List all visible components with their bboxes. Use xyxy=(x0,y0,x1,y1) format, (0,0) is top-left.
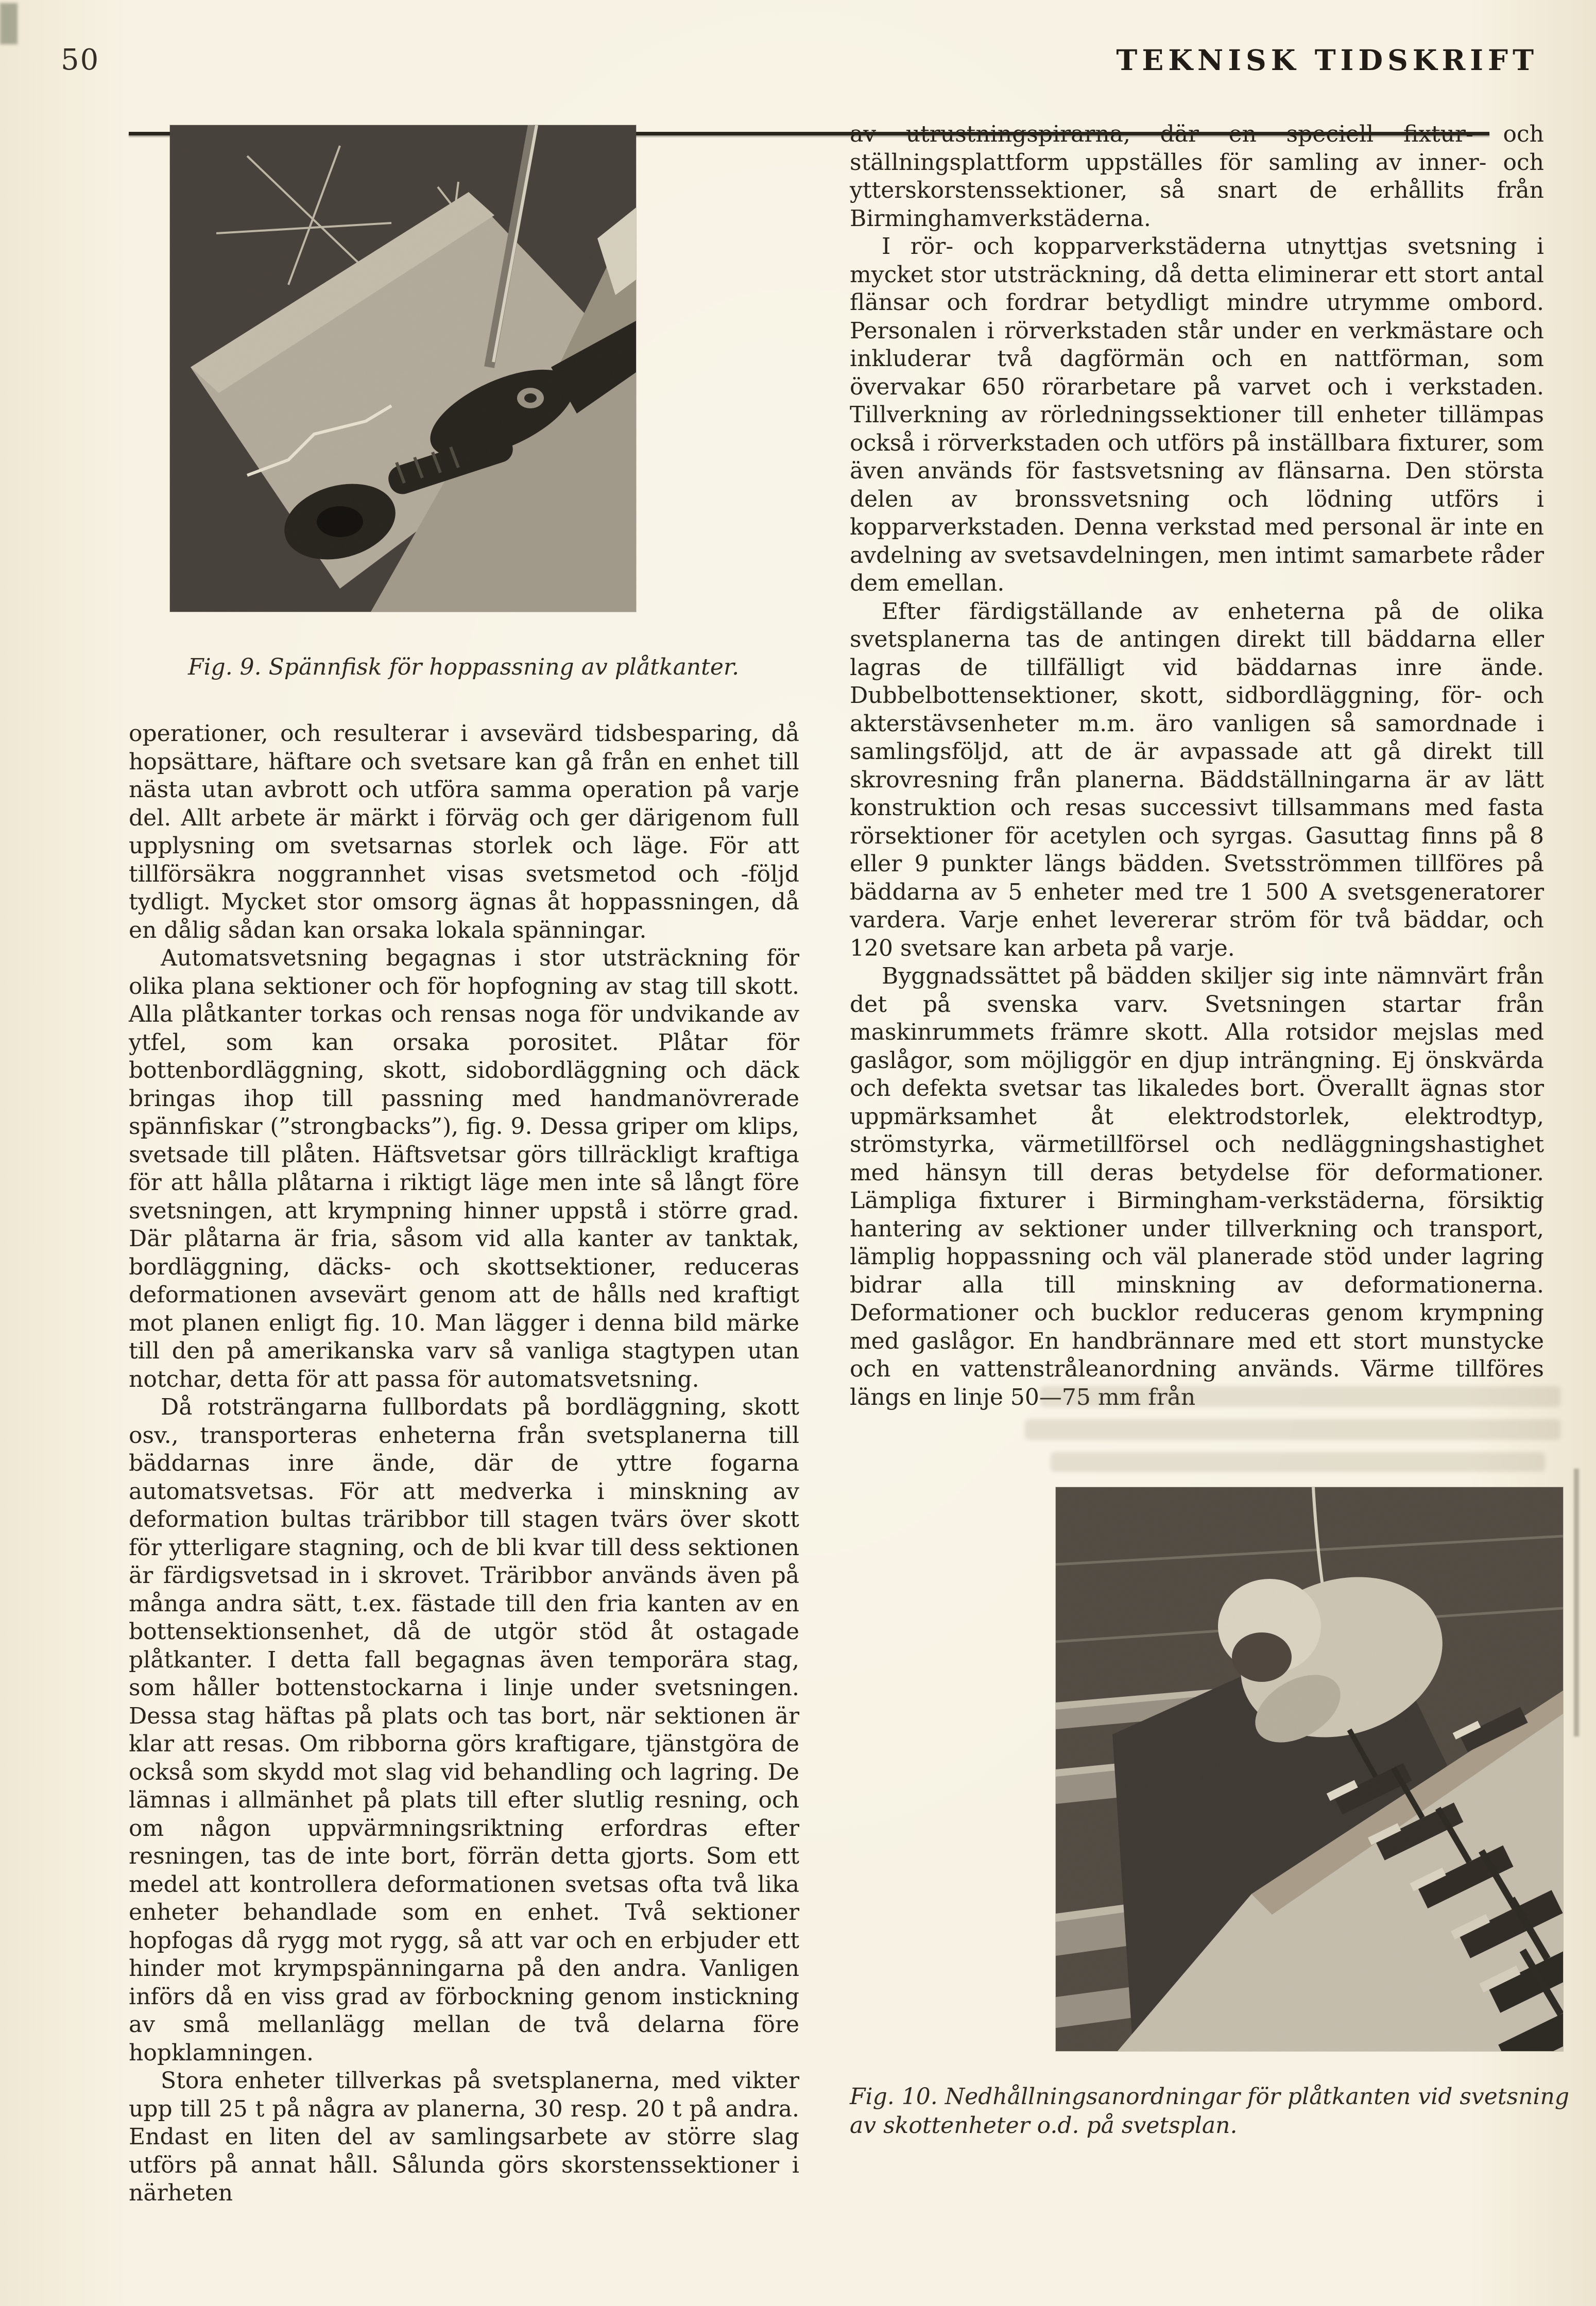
left-column xyxy=(129,720,799,2208)
paragraph: av utrustningspirarna, där en speciell fixtur- och ställningsplattform uppställes för samling av inner- och ytterskorstenssektioner, så snart de erhållits från Birminghamverkstäderna. xyxy=(850,121,1544,232)
right-column xyxy=(850,121,1544,1412)
paragraph: operationer, och resulterar i avsevärd tidsbesparing, då hopsättare, häftare och svetsare kan gå från en enhet till nästa utan avbrott och utföra samma operation på varje del. Allt arbete är märkt i förväg och ger därigenom full upplysning om svetsarnas storlek och läge. För att tillförsäkra noggrannhet visas svetsmetod och -följd tydligt. Mycket stor omsorg ägnas åt hoppassningen, då en dålig sådan kan orsaka lokala spänningar. xyxy=(129,720,799,943)
bleed-through-artifact xyxy=(1051,1452,1545,1472)
bleed-through-artifact xyxy=(1025,1419,1560,1440)
page-number: 50 xyxy=(61,43,100,77)
fig10-caption: Fig. 10. Nedhållningsanordningar för plåtkanten vid svetsning av skottenheter o.d. på svetsplan. xyxy=(850,2084,1569,2139)
scan-corner-artifact xyxy=(0,3,18,44)
fig9-caption: Fig. 9. Spännfisk för hoppassning av plåtkanter. xyxy=(187,654,740,680)
journal-title: TEKNISK TIDSKRIFT xyxy=(1116,43,1538,77)
paragraph: Efter färdigställande av enheterna på de olika svetsplanerna tas de antingen direkt till bäddarna eller lagras de tillfälligt vid bäddarnas inre ände. Dubbelbottensektioner, skott, sidbordläggning, för- och akterstävsenheter m.m. äro vanligen så samordnade i samlingsföljd, att de är avpassade att gå direkt till skrovresning från planerna. Bäddställningarna är av lätt konstruktion och resas successivt tillsammans med fasta rörsektioner för acetylen och syrgas. Gasuttag finns på 8 eller 9 punkter längs bädden. Svetsströmmen tillföres på bäddarna av 5 enheter med tre 1 500 A svetsgeneratorer vardera. Varje enhet levererar ström för två bäddar, och 120 svetsare kan arbeta på varje. xyxy=(850,598,1544,961)
scan-edge-artifact xyxy=(1574,1469,1579,1736)
paragraph: Byggnadssättet på bädden skiljer sig inte nämnvärt från det på svenska varv. Svetsningen startar från maskinrummets främre skott. Alla rotsidor mejslas med gaslågor, som möjliggör en djup inträngning. Ej önskvärda och defekta svetsar tas likaledes bort. Överallt ägnas stor uppmärksamhet åt elektrodstorlek, elektrodtyp, strömstyrka, värmetillförsel och nedläggningshastighet med hänsyn till deras betydelse för deformationer. Lämpliga fixturer i Birmingham-verkstäderna, försiktig hantering av sektioner under tillverkning och transport, lämplig hoppassning och väl planerade stöd under lagring bidrar alla till minskning av deformationerna. Deformationer och bucklor reduceras genom krympning med gaslågor. En handbrännare med ett stort munstycke och en vattenstråleanordning används. Värme tillföres längs en linje 50—75 mm från xyxy=(850,963,1544,1410)
paragraph: I rör- och kopparverkstäderna utnyttjas svetsning i mycket stor utsträckning, då detta eliminerar ett stort antal flänsar och fordrar betydligt mindre utrymme ombord. Personalen i rörverkstaden står under en verkmästare och inkluderar två dagförmän och en nattförman, som övervakar 650 rörarbetare på varvet och i verkstaden. Tillverkning av rörledningssektioner till enheter tillämpas också i rörverkstaden och utförs på inställbara fixturer, som även används för fastsvetsning av flänsarna. Den största delen av bronssvetsning och lödning utförs i kopparverkstaden. Denna verkstad med personal är inte en avdelning av svetsavdelningen, men intimt samarbete råder dem emellan. xyxy=(850,233,1544,596)
paragraph: Då rotsträngarna fullbordats på bordläggning, skott osv., transporteras enheterna från svetsplanerna till bäddarnas inre ände, där de yttre fogarna automatsvetsas. För att medverka i minskning av deformation bultas träribbor till stagen tvärs över skott för ytterligare stagning, och de bli kvar till dess sektionen är färdigsvetsad in i skrovet. Träribbor används även på många andra sätt, t.ex. fästade till den fria kanten av en bottensektionsenhet, då de utgör stöd åt ostagade plåtkanter. I detta fall begagnas även temporära stag, som håller bottenstockarna i linje under svetsningen. Dessa stag häftas på plats och tas bort, när sektionen är klar att resas. Om ribborna görs kraftigare, tjänstgöra de också som skydd mot slag vid behandling och lagring. De lämnas i allmänhet på plats till efter slutlig resning, och om någon uppvärmningsriktning erfordras efter resningen, tas de inte bort, förrän detta gjorts. Som ett medel att kontrollera deformationen svetsas ofta två lika enheter behandlade som en enhet. Två sektioner hopfogas då rygg mot rygg, så att var och en erbjuder ett hinder mot krympspänningarna på den andra. Vanligen införs då en viss grad av förbockning genom instickning av små mellanlägg mellan de två delarna före hopklamningen. xyxy=(129,1394,799,2066)
fig10-photo xyxy=(1056,1487,1563,2051)
paragraph: Automatsvetsning begagnas i stor utsträckning för olika plana sektioner och för hopfogning av stag till skott. Alla plåtkanter torkas och rensas noga för undvikande av ytfel, som kan orsaka porositet. Plåtar för bottenbordläggning, skott, sidobordläggning och däck bringas ihop till passning med handmanövrerade spännfiskar (”strongbacks”), fig. 9. Dessa griper om klips, svetsade till plåten. Häftsvetsar görs tillräckligt kraftiga för att hålla plåtarna i riktigt läge men inte så långt före svetsningen, att krympning hinner uppstå i större grad. Där plåtarna är fria, såsom vid alla kanter av tanktak, bordläggning, däcks- och skottsektioner, reduceras deformationen avsevärt genom att de hålls ned kraftigt mot planen enligt fig. 10. Man lägger i denna bild märke till den på amerikanska varv så vanliga stagtypen utan notchar, detta för att passa för automatsvetsning. xyxy=(129,945,799,1392)
bleed-through-artifact xyxy=(1040,1386,1560,1407)
fig9-photo xyxy=(170,125,636,612)
paragraph: Stora enheter tillverkas på svetsplanerna, med vikter upp till 25 t på några av planerna, 30 resp. 20 t på andra. Endast en liten del av samlingsarbete av större slag utförs på annat håll. Sålunda görs skorstenssektioner i närheten xyxy=(129,2068,799,2206)
